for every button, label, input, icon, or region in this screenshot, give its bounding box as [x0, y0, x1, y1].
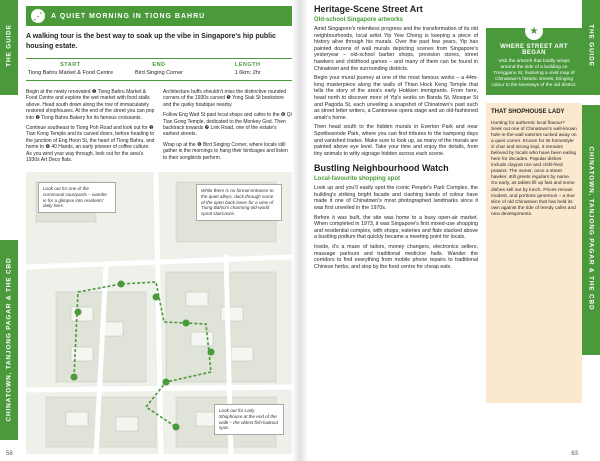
section-title-neighbourhood: Bustling Neighbourhood Watch [314, 163, 449, 174]
section-body-street-art [314, 26, 478, 157]
left-tab-guide-label: THE GUIDE [5, 24, 13, 67]
route-start-value: Tiong Bahru Market & Food Centre [27, 70, 114, 76]
body-paragraph: Look up and you'll easily spot the iconic People's Park Complex, the building's striking bright facade and clashing bands of colour have made it one of Chinatown's most photographed landmarks since it was first unveiled in the 1970s. [314, 185, 478, 212]
left-tab-guide [0, 0, 18, 95]
body-paragraph: Then head south to the hidden murals in Everton Park and near Spottiswoode Park, where you can find tributes to the kampong days and vanished trades. Make sure to look up, as many of the murals are painted above eye level. Take your time and enjoy the details, from tiny animals to witty signage hidden across each scene. [314, 124, 478, 157]
street-art-box-title: WHERE STREET ART BEGAN [500, 44, 568, 56]
body-paragraph: Inside, it's a maze of tailors, money changers, electronics sellers, massage parlours and traditional medicine halls. Wander the corridors to find everything from mobile phone repairs to traditional Chinese herbs, and stop by the food centre for cheap eats. [314, 244, 478, 270]
right-tab-chapter-label: CHINATOWN, TANJONG PAGAR & THE CBD [587, 146, 595, 311]
street-art-box [486, 25, 582, 95]
street-art-box-text: Visit the artwork that boldly wraps around the side of a building on Trengganu St, featuring a vivid map of Chinatown's historic streets, bringing colour to the laneways of the old district. [491, 59, 577, 88]
walk-banner [26, 6, 292, 26]
route-table [26, 58, 292, 81]
left-side-tab [0, 0, 18, 461]
route-end-value: Bird Singing Corner [134, 70, 183, 76]
shophouse-lady-title: THAT SHOPHOUSE LADY [491, 109, 565, 115]
left-tab-chapter-label: CHINATOWN, TANJONG PAGAR & THE CBD [5, 257, 13, 422]
body-paragraph: Amid Singapore's relentless progress and the transformation of its old neighbourhoods, local artist Yip Yew Chong is keeping a piece of history alive through his murals. Over the past few years, Yip has painted dozens of wall murals depicting scenes from Singapore's yesteryear – old-school barber shops, provision stores, street hawkers and childhood games – and many of them can be found in Chinatown and the surrounding districts. [314, 26, 478, 72]
right-tab-guide-label: THE GUIDE [587, 24, 595, 67]
star-icon: ★ [525, 22, 543, 40]
map-callout-1: Look out for one of the communal courtyards – wander in for a glimpse into residents' daily lives. [38, 182, 116, 213]
shophouse-lady-box [486, 103, 582, 403]
map-callout-2: While there is no formal entrance to the quiet alleys, duck through some of the open back lanes for a view of Tiong Bahru's charming old-world spiral staircases. [196, 184, 282, 221]
walk-columns [26, 89, 292, 167]
walk-intro: A walking tour is the best way to soak up the vibe in Singapore's hip public housing estate. [26, 33, 276, 50]
walk-paragraph: Architecture buffs shouldn't miss the distinctive rounded corners of the 1930s curved ❺ Yong Siak St bookstore and the quirky boutique nearby. [163, 89, 287, 108]
walk-column-2 [163, 89, 292, 167]
right-main-column [314, 4, 478, 273]
walk-paragraph: Follow Eng Watt St past local shops and cafes to the ❻ Qi Tian Gong Temple, dedicated to the Monkey God. Then backtrack towards ❼ Link Road, one of the estate's earliest streets. [163, 112, 292, 138]
walk-column-1 [26, 89, 155, 167]
body-paragraph: Before it was built, the site was home to a busy open-air market. When completed in 1973, it was Singapore's first mixed-use shopping and residential complex, with shops, eateries and flats stacked above a bustling podium that quickly became a meeting point for locals. [314, 214, 478, 241]
route-length-label: LENGTH [234, 62, 261, 68]
right-side-tab [582, 0, 600, 461]
walk-title: A QUIET MORNING IN TIONG BAHRU [51, 12, 206, 20]
left-page-number: 58 [6, 451, 13, 457]
right-tab-guide [582, 0, 600, 95]
walk-paragraph: Begin at the newly renovated ❶ Tiong Bahru Market & Food Centre and explore the wet market with food stalls above. Head south down along the row of immaculately restored shophouses. At the end of the street you can pop into ❷ Tiong Bahru Bakery for its famous croissants. [26, 89, 155, 121]
section-subtitle-street-art: Old-school Singapore artworks [314, 17, 404, 23]
route-length-value: 1.6km; 2hr [234, 70, 261, 76]
walk-paragraph: Wrap up at the ❽ Bird Singing Corner, where locals still gather in the mornings to hang their birdcages and listen to their songbirds perform. [163, 141, 288, 161]
right-page-number: 63 [571, 451, 578, 457]
route-end-label: END [152, 62, 166, 68]
right-tab-chapter [582, 105, 600, 355]
shophouse-lady-text: Hunting for authentic local flavour? Seek out one of Chinatown's well-known hole-in-the-wall eateries tucked away on a quiet corner. Known for its homestyle zi char and strong kopi, it remains beloved by locals who have been eating here for decades. Popular dishes include claypot rice and chilli-fried prawns. The owner, once a street hawker, still greets regulars by name. Go early, as tables fill up fast and some dishes sell out by lunch. Prices remain modest, and portions generous – a true slice of old Chinatown that has held its own against the tide of trendy cafes and new developments. [491, 120, 577, 217]
section-body-neighbourhood [314, 185, 478, 270]
section-title-street-art: Heritage-Scene Street Art [314, 4, 423, 14]
right-sidebar [486, 25, 582, 403]
route-start-label: START [60, 62, 81, 68]
left-page-content [26, 6, 292, 167]
footprints-icon: ⋰ [31, 9, 45, 23]
walk-map [26, 172, 292, 454]
walk-paragraph: Continue southeast to Tiong Poh Road and look out for ❸ Tian Kong Temple and its carved doors, before heading to the junction of Eng Hoon St, the heart of Tiong Bahru, and home to ❹ 40 Hands, an early pioneer of coffee culture. As you wind your way through, look out for the area's 1930s Art Deco flats. [26, 125, 155, 164]
section-subtitle-neighbourhood: Local-favourite shopping spot [314, 176, 401, 183]
body-paragraph: Begin your mural journey at one of the most famous works – a 44m-long masterpiece along the walls of Thian Hock Keng Temple that tells the story of the area's early Hokkien immigrants. From here, head north to discover more of Yip's works on Banda St, Mosque St and Pagoda St, each unveiling a snapshot of Chinatown's past such as street letter writers, a Cantonese opera stage and an old-fashioned amah's home. [314, 75, 479, 121]
left-tab-chapter [0, 240, 18, 440]
map-callout-3: Look out for Lady Shophouse at the end of the walk – the oldest fish-lookout spot. [214, 404, 284, 435]
